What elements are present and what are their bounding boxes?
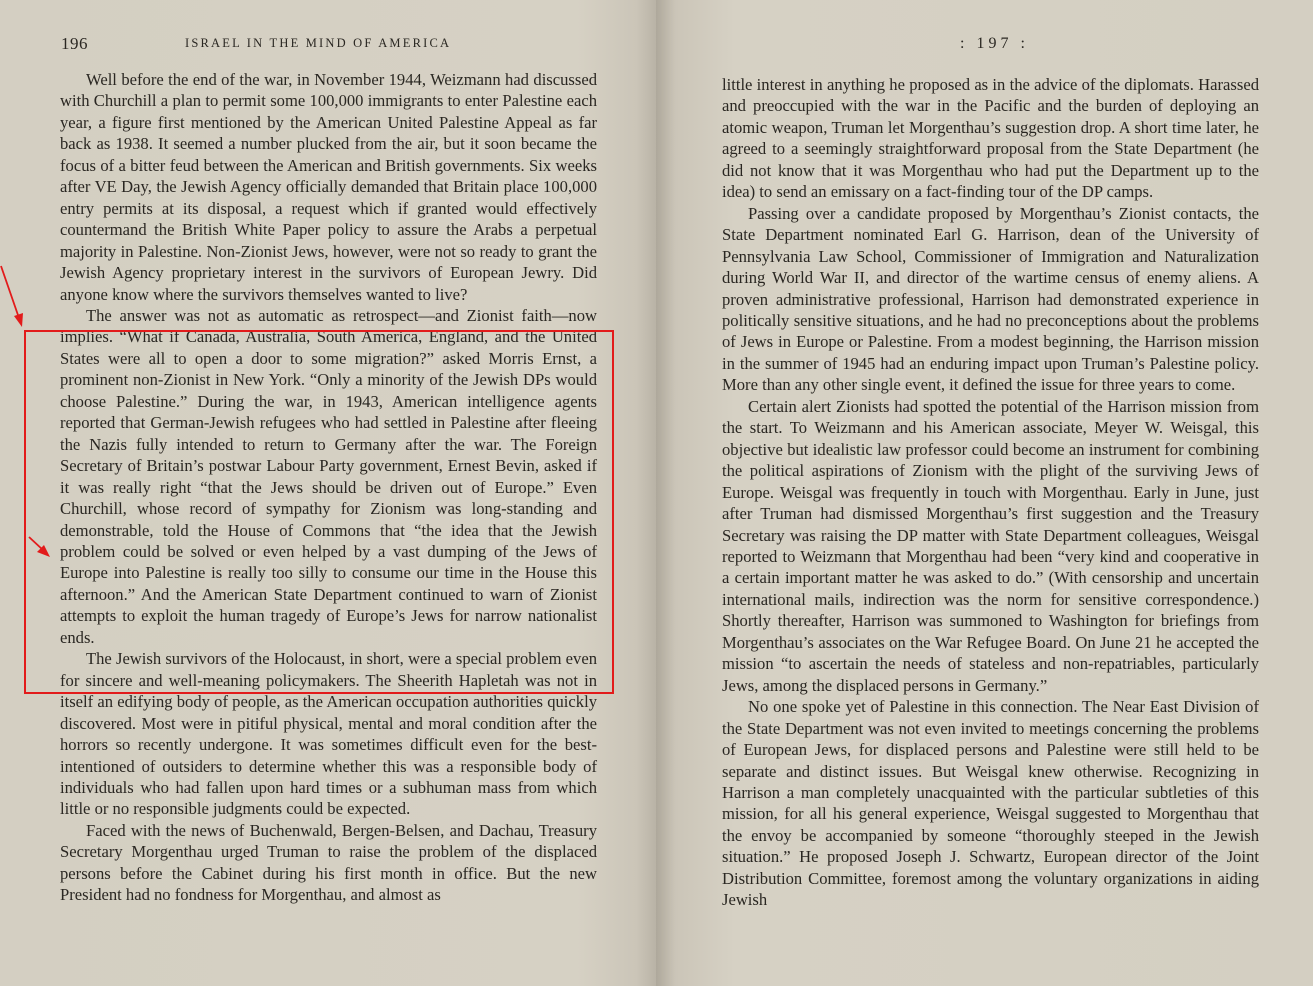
right-paragraph-2: Passing over a candidate proposed by Morgenthau’s Zionist contacts, the State Department nominated Earl G. Harrison, dean of the University of Pennsylvania Law School, Commissioner of Immigration and Naturalization during World War II, and director of the wartime census of enemy aliens. A proven administrative professional, Harrison had demonstrated experience in politically sensitive situations, and he had no preconceptions about the problems of Jews in Europe or Palestine. From a modest beginning, the Harrison mission in the summer of 1945 had an enduring impact upon Truman’s Palestine policy. More than any other single event, it defined the issue for three years to come. [722, 203, 1259, 395]
arrow-top-icon [1, 266, 23, 327]
left-page-number: 196 [61, 34, 88, 53]
arrow-bottom-icon [29, 537, 50, 557]
right-paragraph-3: Certain alert Zionists had spotted the potential of the Harrison mission from the start. To Weizmann and his American associate, Meyer W. Weisgal, this objective but idealistic law professor could become an instrument for combining the political aspirations of Zionism with the plight of the surviving Jews of Europe. Weisgal was frequently in touch with Morgenthau. Early in June, just after Truman had dismissed Morgenthau’s first suggestion and the Treasury Secretary was raising the DP matter with State Department colleagues, Weisgal reported to Weizmann that Morgenthau had been “very kind and cooperative in a certain important matter he was asked to do.” (With censorship and uncertain international mails, indirection was the norm for sensitive correspondence.) Shortly thereafter, Harrison was summoned to Washington for briefings from Morgenthau’s associates on the War Refugee Board. On June 21 he accepted the mission “to ascertain the needs of stateless and non-repatriables, particularly Jews, among the displaced persons in Germany.” [722, 396, 1259, 695]
left-paragraph-1: Well before the end of the war, in November 1944, Weizmann had discussed with Churchill a plan to permit some 100,000 immigrants to enter Palestine each year, a figure first mentioned by the American United Palestine Appeal as far back as 1938. It seemed a number plucked from the air, but it soon became the focus of a bitter feud between the American and British governments. Six weeks after VE Day, the Jewish Agency officially demanded that Britain place 100,000 entry permits at its disposal, a request which if granted would effectively countermand the British White Paper policy to assure the Arabs a perpetual majority in Palestine. Non-Zionist Jews, however, were not so ready to grant the Jewish Agency proprietary interest in the survivors of European Jewry. Did anyone know where the survivors themselves wanted to live? [60, 70, 597, 304]
right-paragraph-4: No one spoke yet of Palestine in this connection. The Near East Division of the State Department was not even invited to meetings concerning the problems of European Jews, for displaced persons and Palestine were still held to be separate and distinct issues. But Weisgal knew otherwise. Recognizing in Harrison a man completely unacquainted with the particular subtleties of this mission, for all his general experience, Weisgal suggested to Morgenthau that the envoy be accompanied by someone “thoroughly steeped in the Jewish situation.” He proposed Joseph J. Schwartz, European director of the Joint Distribution Committee, foremost among the voluntary organizations in aiding Jewish [722, 697, 1259, 910]
left-paragraph-3: The Jewish survivors of the Holocaust, in short, were a special problem even for sincere and well-meaning policymakers. The Sheerith Hapletah was not in itself an edifying body of people, as the American occupation authorities quickly discovered. Most were in pitiful physical, mental and moral condition after the horrors so recently undergone. It was sometimes difficult even for the best-intentioned of outsiders to determine whether this was a responsible body of individuals who had fallen upon hard times or a subhuman mass from which little or no responsible judgments could be expected. [60, 649, 597, 819]
right-paragraph-1: little interest in anything he proposed as in the advice of the diplomats. Harassed and preoccupied with the war in the Pacific and the burden of deploying an atomic weapon, Truman let Morgenthau’s suggestion drop. A short time later, he agreed to a seemingly straightforward proposal from the State Department (he did not know that it was Morgenthau who had put the Department up to the idea) to send an emissary on a fact-finding tour of the DP camps. [722, 75, 1259, 202]
left-paragraph-4: Faced with the news of Buchenwald, Bergen-Belsen, and Dachau, Treasury Secretary Morgenthau urged Truman to raise the problem of the displaced persons before the Cabinet during his first month in office. But the new President had no fondness for Morgenthau, and almost as [60, 820, 597, 905]
left-paragraph-2-highlighted: The answer was not as automatic as retrospect—and Zionist faith—now implies. “What if Canada, Australia, South America, England, and the United States were all to open a door to some migration?” asked Morris Ernst, a prominent non-Zionist in New York. “Only a minority of the Jewish DPs would choose Palestine.” During the war, in 1943, American intelligence agents reported that German-Jewish refugees who had settled in Palestine after fleeing the Nazis fully intended to return to Germany after the war. The Foreign Secretary of Britain’s postwar Labour Party government, Ernest Bevin, asked if it was really right “that the Jews should be driven out of Europe.” Even Churchill, whose record of sympathy for Zionism was long-standing and demonstrable, told the House of Commons that “the idea that the Jewish problem could be solved or even helped by a vast dumping of the Jews of Europe into Palestine is really too silly to consume our time in the House this afternoon.” And the American State Department continued to warn of Zionist attempts to exploit the human tragedy of Europe’s Jews for narrow nationalist ends. [60, 305, 597, 647]
right-page-number: : 197 : [960, 35, 1029, 52]
running-head-title: ISRAEL IN THE MIND OF AMERICA [185, 36, 452, 50]
